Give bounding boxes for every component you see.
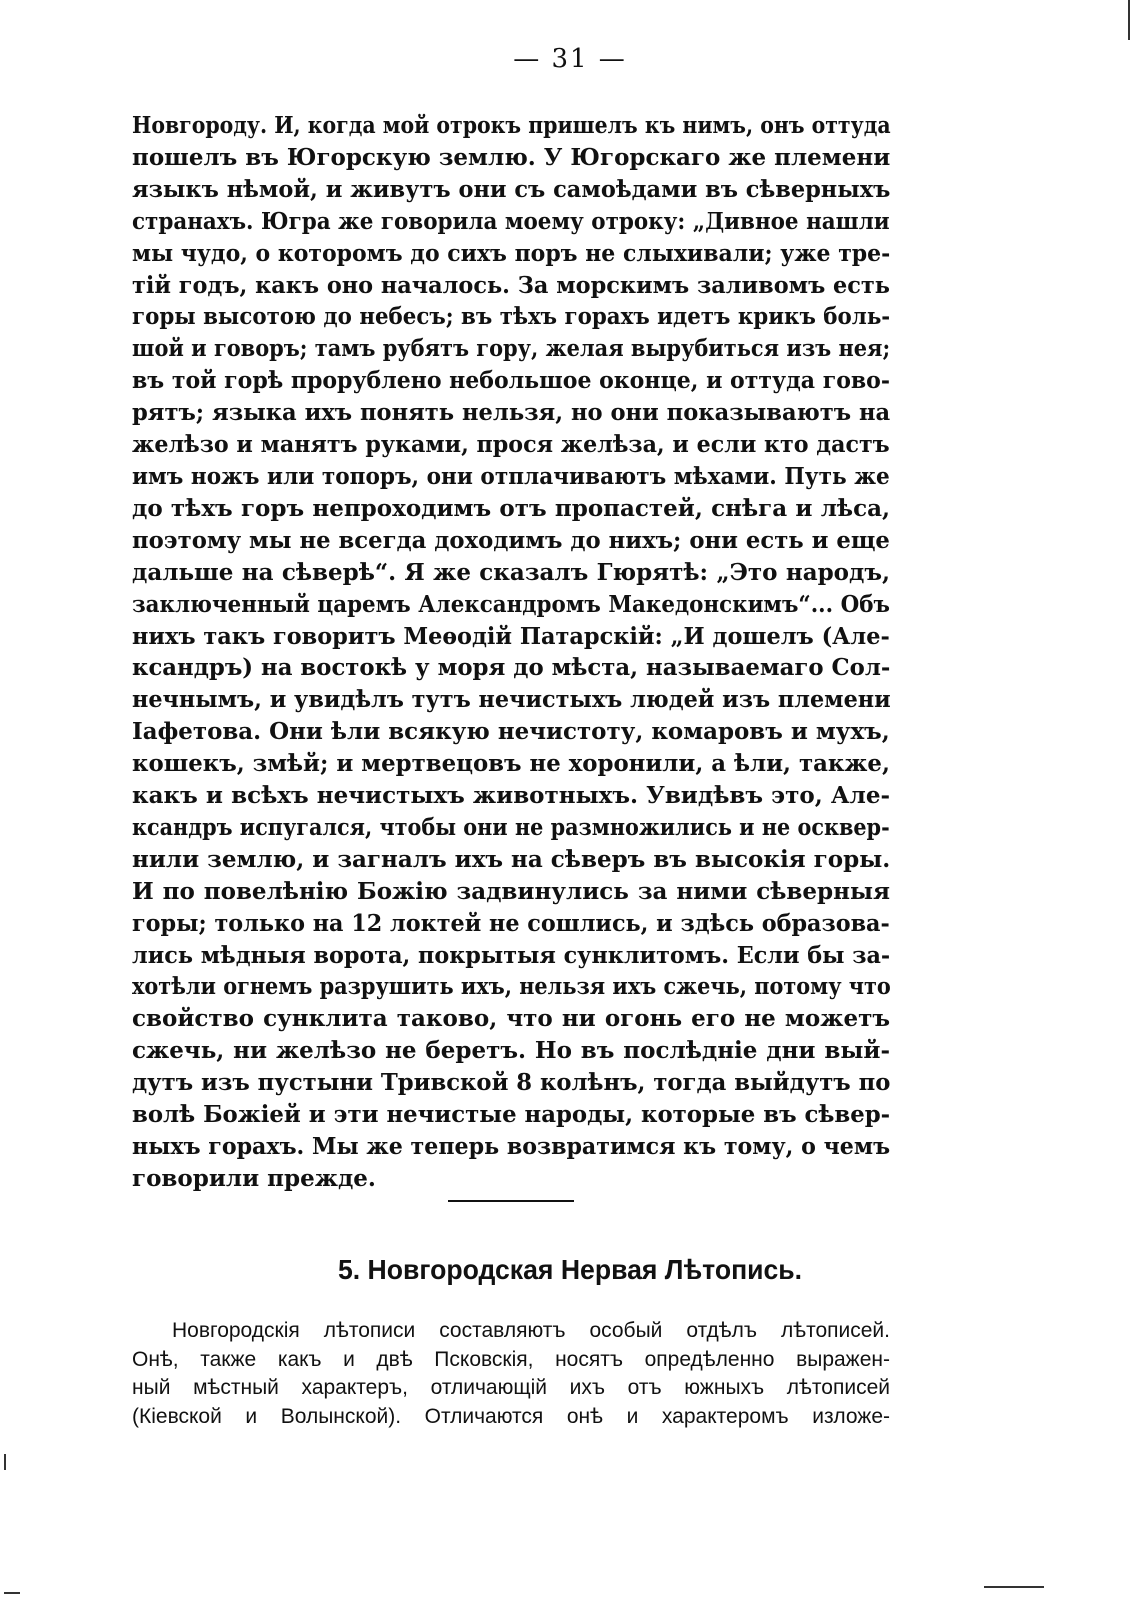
body-line: волѣ Божіей и эти нечистые народы, которые въ сѣвер-: [132, 1101, 891, 1129]
body-line: Іафетова. Они ѣли всякую нечистоту, комаровъ и мухъ,: [132, 718, 890, 746]
body-line: заключенный царемъ Александромъ Македонскимъ“... Объ: [132, 590, 890, 618]
body-line: нили землю, и загналъ ихъ на сѣверъ въ высокія горы.: [132, 845, 891, 873]
scan-edge-mark: [4, 1454, 6, 1470]
body-line: дальше на сѣверѣ“. Я же сказалъ Гюрятѣ: „Это народъ,: [132, 558, 890, 586]
scan-edge-mark: [4, 1592, 20, 1594]
body-line: нечнымъ, и увидѣлъ тутъ нечистыхъ людей изъ племени: [132, 686, 891, 714]
intro-line: Новгородскія лѣтописи составляютъ особый отдѣлъ лѣтописей.: [172, 1319, 890, 1342]
intro-line: Онѣ, также какъ и двѣ Псковскія, носятъ опредѣленно выражен-: [132, 1347, 890, 1371]
body-line: ксандръ испугался, чтобы они не размножились и не осквер-: [132, 813, 890, 841]
body-line: горы высотою до небесъ; въ тѣхъ горахъ идетъ крикъ боль-: [132, 303, 891, 331]
scan-edge-mark: [984, 1586, 1044, 1588]
body-line: странахъ. Югра же говорила моему отроку: „Дивное нашли: [132, 207, 890, 235]
intro-line: (Кіевской и Волынской). Отличаются онѣ и характеромъ изложе-: [132, 1404, 890, 1428]
body-line: языкъ нѣмой, и живутъ они съ самоѣдами въ сѣверныхъ: [132, 175, 891, 203]
body-line: мы чудо, о которомъ до сихъ поръ не слыхивали; уже тре-: [132, 239, 891, 267]
body-line: горы; только на 12 локтей не сошлись, и здѣсь образова-: [132, 909, 890, 937]
body-line: хотѣли огнемъ разрушить ихъ, нельзя ихъ сжечь, потому что: [132, 973, 891, 1001]
scan-edge-mark: [1128, 0, 1130, 40]
body-line: И по повелѣнію Божію задвинулись за ними сѣверныя: [132, 877, 890, 905]
intro-text: [132, 1317, 890, 1431]
body-line: Новгороду. И, когда мой отрокъ пришелъ къ нимъ, онъ оттуда: [132, 112, 891, 139]
body-line: въ той горѣ прорублено небольшое оконце, и оттуда гово-: [132, 367, 890, 395]
body-line: дутъ изъ пустыни Тривской 8 колѣнъ, тогда выйдутъ по: [132, 1069, 891, 1097]
section-divider: [448, 1200, 574, 1202]
intro-line: ный мѣстный характеръ, отличающій ихъ отъ южныхъ лѣтописей: [132, 1376, 890, 1399]
section-heading: 5. Новгородская Нервая Лѣтопись.: [337, 1254, 803, 1285]
body-line: пошелъ въ Югорскую землю. У Югорскаго же племени: [132, 143, 891, 171]
body-text: [132, 110, 890, 1195]
body-line: желѣзо и манятъ руками, прося желѣза, и если кто дастъ: [132, 431, 890, 459]
body-line: говорили прежде.: [132, 1164, 376, 1192]
body-line: поэтому мы не всегда доходимъ до нихъ; они есть и еще: [132, 526, 890, 554]
body-line: нихъ такъ говоритъ Меѳодій Патарскій: „И дошелъ (Але-: [132, 622, 890, 650]
body-line: лись мѣдныя ворота, покрытыя сунклитомъ. Если бы за-: [132, 941, 891, 969]
body-line: рятъ; языка ихъ понять нельзя, но они показываютъ на: [132, 399, 891, 427]
body-line: до тѣхъ горъ непроходимъ отъ пропастей, снѣга и лѣса,: [132, 494, 890, 522]
body-line: свойство сунклита таково, что ни огонь его не можетъ: [132, 1005, 890, 1033]
page-number: — 31 —: [513, 44, 627, 74]
body-line: шой и говоръ; тамъ рубятъ гору, желая вырубиться изъ нея;: [132, 335, 891, 363]
body-line: кошекъ, змѣй; и мертвецовъ не хоронили, а ѣли, также,: [132, 750, 890, 778]
body-line: какъ и всѣхъ нечистыхъ животныхъ. Увидѣвъ это, Але-: [132, 782, 890, 810]
body-line: ныхъ горахъ. Мы же теперь возвратимся къ тому, о чемъ: [132, 1133, 891, 1160]
body-line: имъ ножъ или топоръ, они отплачиваютъ мѣхами. Путь же: [132, 462, 890, 490]
body-line: сжечь, ни желѣзо не беретъ. Но въ послѣдніе дни вый-: [132, 1037, 890, 1065]
body-line: тій годъ, какъ оно началось. За морскимъ заливомъ есть: [132, 271, 890, 299]
body-line: ксандръ) на востокѣ у моря до мѣста, называемаго Сол-: [132, 654, 891, 682]
